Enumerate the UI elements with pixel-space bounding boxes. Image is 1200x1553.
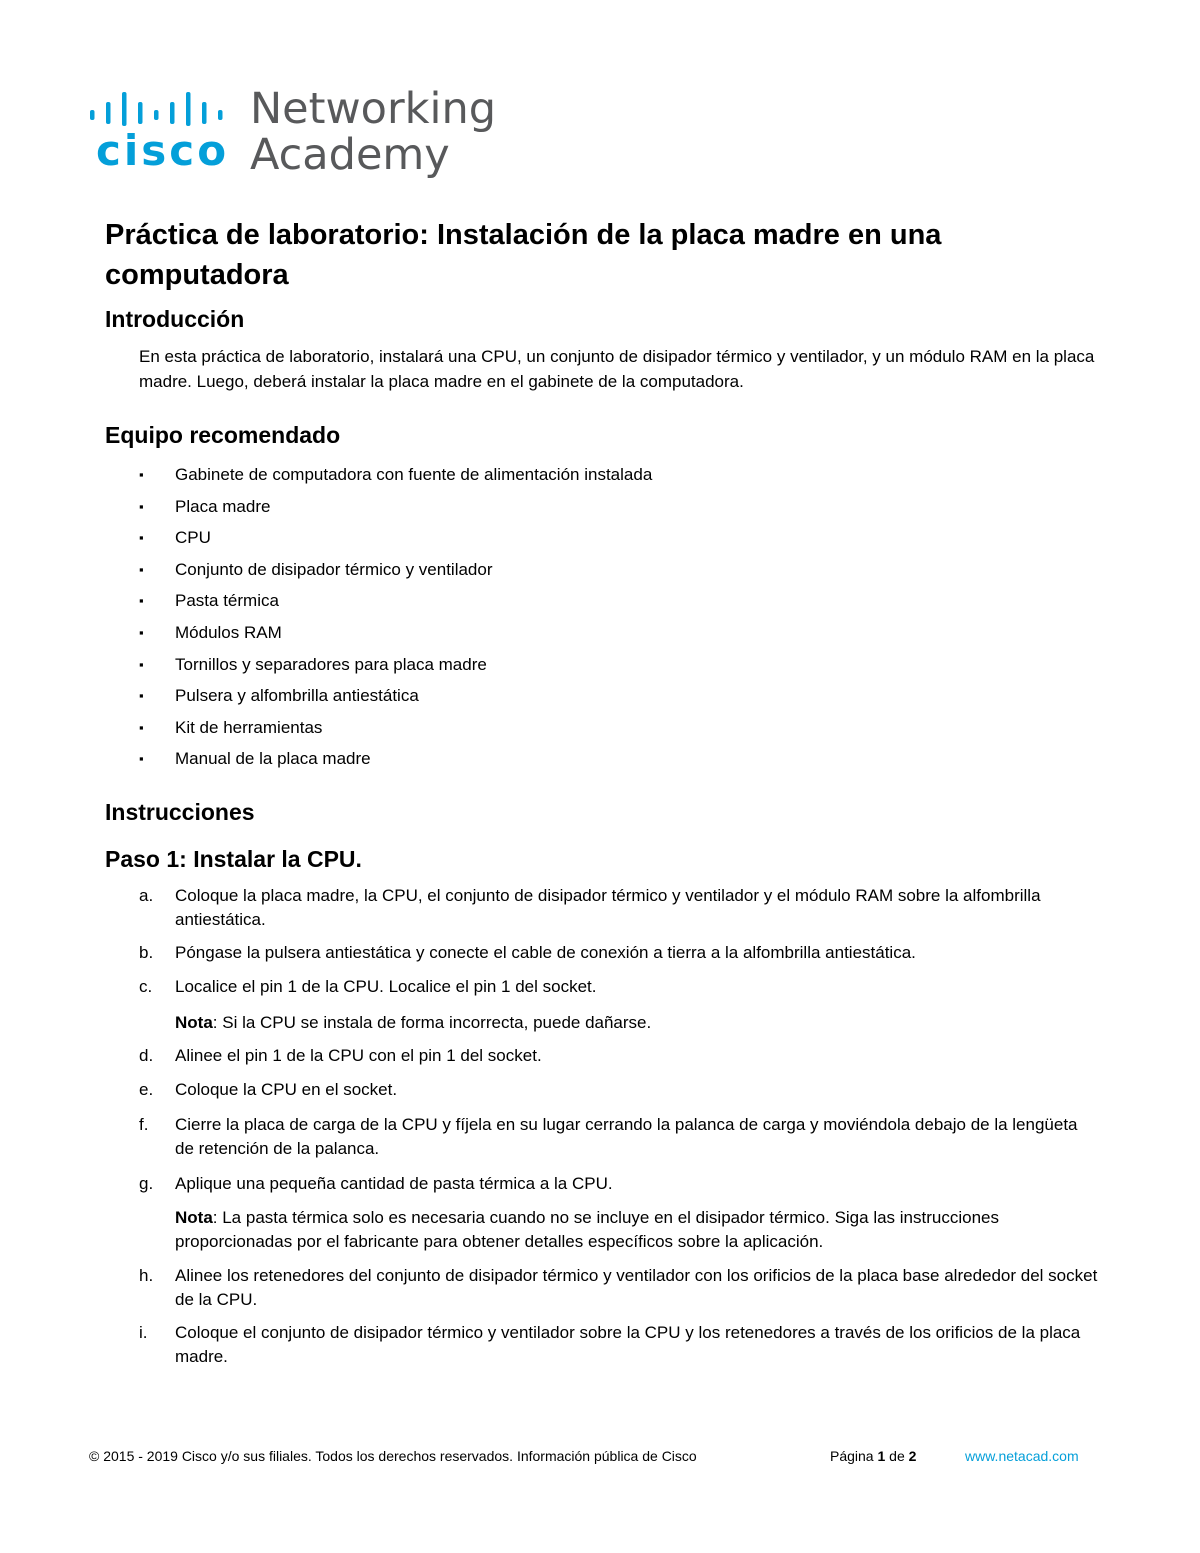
step1-heading: Paso 1: Instalar la CPU. — [105, 846, 362, 872]
logo-line2: Academy — [250, 130, 450, 180]
list-item: ▪ Pulsera y alfombrilla antiestática — [139, 683, 652, 715]
step-item-d: d. Alinee el pin 1 de la CPU con el pin 1 del socket. — [139, 1046, 542, 1065]
footer-netacad-link[interactable]: www.netacad.com — [965, 1448, 1079, 1464]
list-item: ▪ Kit de herramientas — [139, 715, 652, 747]
footer-copyright: © 2015 - 2019 Cisco y/o sus filiales. Todos los derechos reservados. Información pública de Cisco — [89, 1448, 697, 1464]
step-item-f: f. Cierre la placa de carga de la CPU y fíjela en su lugar cerrando la palanca de carga y moviéndola debajo de la lengüeta de retención de la palanca. — [139, 1115, 1078, 1158]
list-item: ▪ Pasta térmica — [139, 588, 652, 620]
logo-brand: cisco — [96, 126, 230, 175]
intro-text: En esta práctica de laboratorio, instalará una CPU, un conjunto de disipador térmico y ventilador, y un módulo RAM en la placa madre. Luego, deberá instalar la placa madre en el gabinete de la computadora. — [139, 347, 1095, 391]
list-item: ▪ Placa madre — [139, 494, 652, 526]
bullet-icon: ▪ — [139, 751, 144, 767]
footer-page-number: Página 1 de 2 — [830, 1448, 917, 1464]
note-g: Nota: La pasta térmica solo es necesaria cuando no se incluye en el disipador térmico. Siga las instrucciones proporcionadas por el fabricante para obtener detalles específicos sobre la aplicación. — [175, 1208, 999, 1251]
instructions-heading: Instrucciones — [105, 799, 255, 825]
cisco-networking-academy-logo — [86, 84, 497, 180]
step-item-i: i. Coloque el conjunto de disipador térmico y ventilador sobre la CPU y los retenedores a través de los orificios de la placa madre. — [139, 1323, 1081, 1366]
bullet-icon: ▪ — [139, 593, 144, 609]
step-item-g: g. Aplique una pequeña cantidad de pasta térmica a la CPU. — [139, 1174, 613, 1193]
list-item: ▪ Manual de la placa madre — [139, 746, 652, 778]
step-item-h: h. Alinee los retenedores del conjunto de disipador térmico y ventilador con los orificios de la placa base alrededor del socket de la CPU. — [139, 1266, 1098, 1309]
list-item: ▪ CPU — [139, 525, 652, 557]
intro-heading: Introducción — [105, 306, 245, 332]
bullet-icon: ▪ — [139, 530, 144, 546]
step-item-c: c. Localice el pin 1 de la CPU. Localice el pin 1 del socket. — [139, 977, 597, 996]
step-item-e: e. Coloque la CPU en el socket. — [139, 1080, 398, 1099]
list-item: ▪ Conjunto de disipador térmico y ventilador — [139, 557, 652, 589]
page-title: Práctica de laboratorio: Instalación de la placa madre en una computadora — [105, 219, 942, 291]
list-item: ▪ Módulos RAM — [139, 620, 652, 652]
equipment-list — [139, 462, 652, 778]
bullet-icon: ▪ — [139, 656, 144, 672]
list-item: ▪ Tornillos y separadores para placa madre — [139, 652, 652, 684]
bullet-icon: ▪ — [139, 624, 144, 640]
bullet-icon: ▪ — [139, 688, 144, 704]
step-item-a: a. Coloque la placa madre, la CPU, el conjunto de disipador térmico y ventilador y el módulo RAM sobre la alfombrilla antiestática. — [139, 886, 1041, 929]
cisco-bars-icon — [86, 90, 236, 130]
list-item: ▪ Gabinete de computadora con fuente de alimentación instalada — [139, 462, 652, 494]
bullet-icon: ▪ — [139, 719, 144, 735]
step-item-b: b. Póngase la pulsera antiestática y conecte el cable de conexión a tierra a la alfombrilla antiestática. — [139, 943, 916, 962]
logo-line1: Networking — [250, 84, 497, 134]
bullet-icon: ▪ — [139, 498, 144, 514]
bullet-icon: ▪ — [139, 467, 144, 482]
equipment-heading: Equipo recomendado — [105, 422, 341, 448]
note-c: Nota: Si la CPU se instala de forma incorrecta, puede dañarse. — [175, 1013, 652, 1032]
bullet-icon: ▪ — [139, 561, 144, 577]
